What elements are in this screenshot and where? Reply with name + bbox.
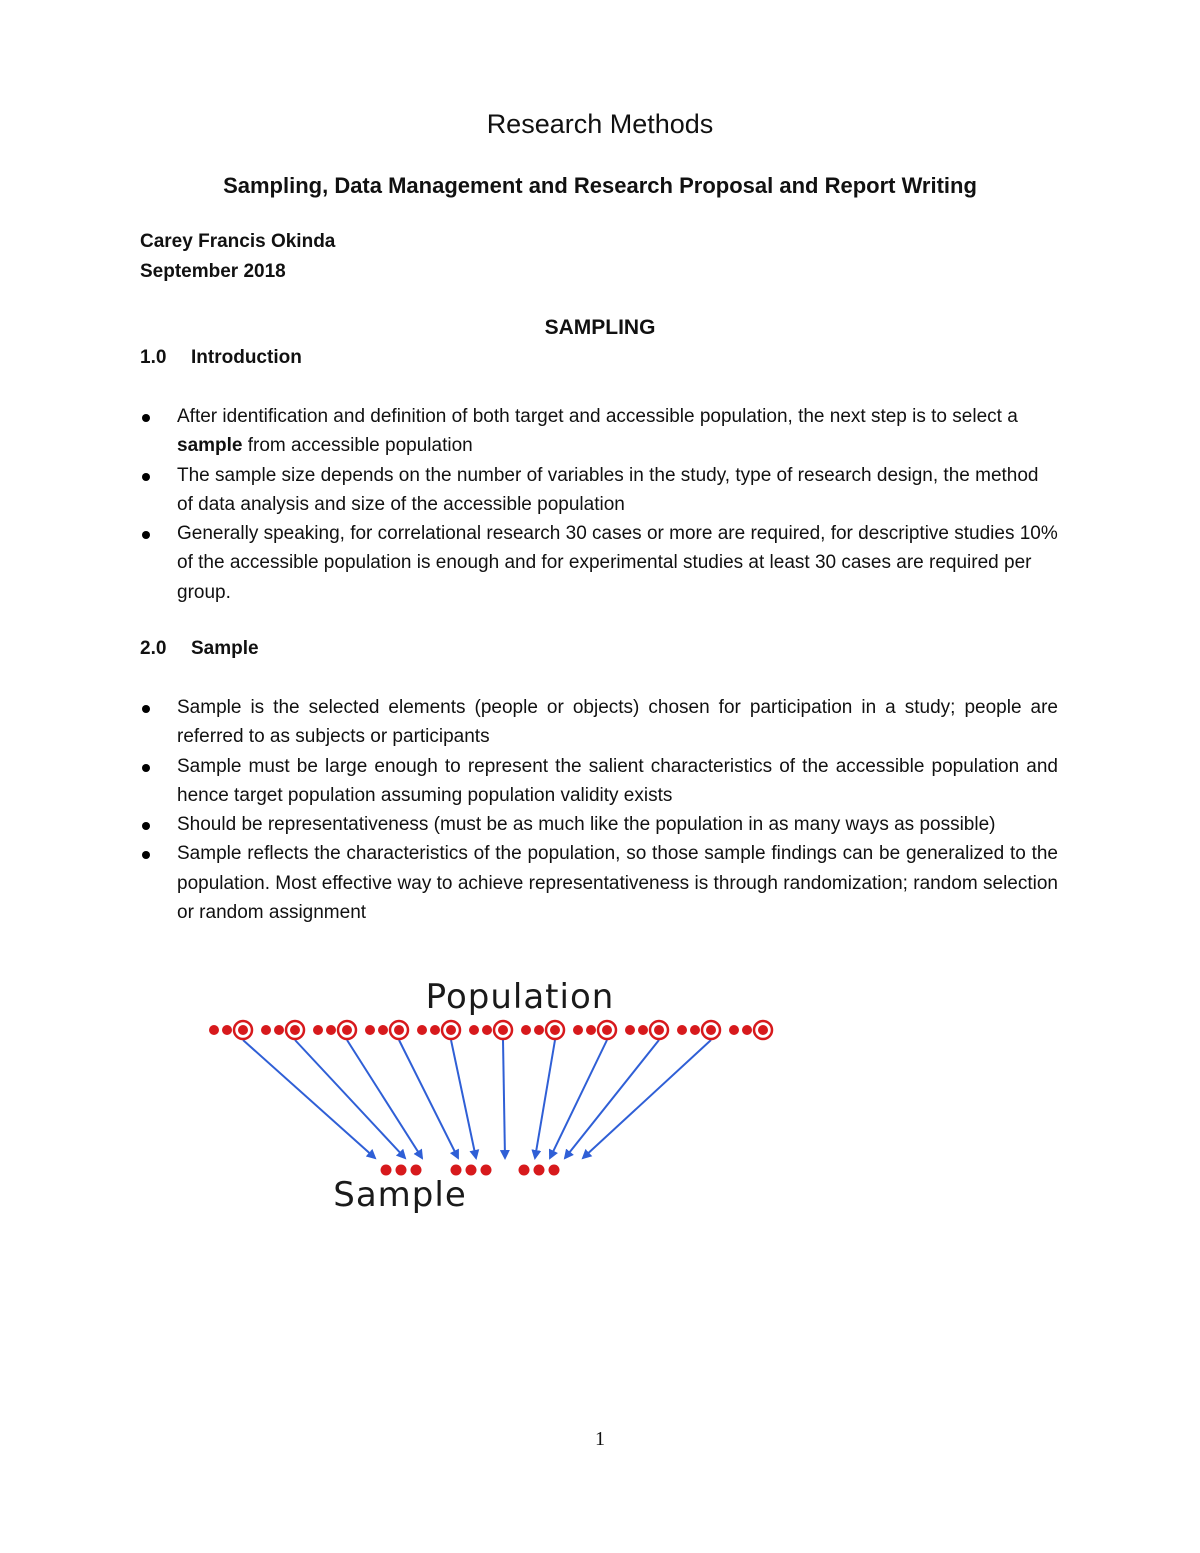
sample-dot [519, 1165, 530, 1176]
population-dot [261, 1025, 271, 1035]
bullet-icon [142, 473, 150, 481]
selected-population-dot-core [290, 1025, 300, 1035]
heading-text: Introduction [191, 347, 302, 368]
document-subtitle: Sampling, Data Management and Research Proposal and Report Writing [223, 173, 977, 198]
population-dot [222, 1025, 232, 1035]
sample-dot [481, 1165, 492, 1176]
heading-number: 1.0 [140, 347, 167, 368]
list-item-text: Sample must be large enough to represent the salient characteristics of the accessible population and hence target population assuming population validity exists [177, 755, 1058, 806]
bullet-icon [142, 531, 150, 539]
population-dot [274, 1025, 284, 1035]
selection-arrow [347, 1040, 422, 1158]
sample-dot [466, 1165, 477, 1176]
selection-arrow [583, 1040, 711, 1158]
population-dot [417, 1025, 427, 1035]
population-dot [625, 1025, 635, 1035]
selection-arrow [243, 1040, 375, 1158]
selected-population-dot-core [706, 1025, 716, 1035]
sample-dot [381, 1165, 392, 1176]
selected-population-dot-core [550, 1025, 560, 1035]
population-dot [690, 1025, 700, 1035]
sample-dot [549, 1165, 560, 1176]
list-item-bold-term: sample [177, 435, 243, 457]
list-item [140, 519, 1058, 607]
sample-dot [451, 1165, 462, 1176]
list-item-text: Generally speaking, for correlational research 30 cases or more are required, for descriptive studies 10% of the accessible population is enough and for experimental studies at least 30 cases are required per group. [177, 523, 1058, 603]
list-item [140, 402, 1058, 461]
population-dot [677, 1025, 687, 1035]
population-dot [469, 1025, 479, 1035]
sample-list [140, 693, 1058, 927]
population-dot [313, 1025, 323, 1035]
selection-arrow [535, 1040, 555, 1158]
bullet-icon [142, 764, 150, 772]
list-item [140, 693, 1058, 752]
list-item-text: After identification and definition of both target and accessible population, the next step is to select a [177, 406, 1018, 427]
selection-arrow [451, 1040, 476, 1158]
list-item-text: Sample is the selected elements (people or objects) chosen for participation in a study; people are referred to as subjects or participants [177, 697, 1058, 748]
document-date: September 2018 [140, 261, 286, 282]
population-dot [573, 1025, 583, 1035]
section-title: SAMPLING [544, 316, 656, 339]
population-dot [742, 1025, 752, 1035]
population-dot [586, 1025, 596, 1035]
population-label: Population [425, 977, 615, 1017]
population-dot [482, 1025, 492, 1035]
selected-population-dot-core [342, 1025, 352, 1035]
list-item [140, 839, 1058, 927]
population-sample-figure [200, 975, 820, 1255]
author-name: Carey Francis Okinda [140, 231, 336, 252]
population-dot [209, 1025, 219, 1035]
population-dot [430, 1025, 440, 1035]
population-dot [521, 1025, 531, 1035]
page-number: 1 [595, 1428, 605, 1450]
bullet-icon [142, 851, 150, 859]
heading-number: 2.0 [140, 638, 167, 659]
population-dot [534, 1025, 544, 1035]
list-item [140, 752, 1058, 811]
heading-text: Sample [191, 638, 259, 659]
population-dot [378, 1025, 388, 1035]
selected-population-dot-core [654, 1025, 664, 1035]
selected-population-dot-core [446, 1025, 456, 1035]
heading-introduction [140, 344, 302, 372]
selected-population-dot-core [602, 1025, 612, 1035]
sample-dot [534, 1165, 545, 1176]
bullet-icon [142, 705, 150, 713]
list-item-text: The sample size depends on the number of variables in the study, type of research design, the method of data analysis and size of the accessible population [177, 464, 1039, 515]
document-title: Research Methods [486, 109, 714, 139]
population-dot [326, 1025, 336, 1035]
selected-population-dot-core [758, 1025, 768, 1035]
sample-dot [396, 1165, 407, 1176]
sample-label: Sample [333, 1175, 467, 1215]
selected-population-dot-core [394, 1025, 404, 1035]
list-item [140, 461, 1058, 520]
bullet-icon [142, 414, 150, 422]
selected-population-dot-core [238, 1025, 248, 1035]
bullet-icon [142, 822, 150, 830]
selection-arrow [503, 1040, 505, 1158]
list-item-text: Should be representativeness (must be as much like the population in as many ways as possible) [177, 814, 996, 836]
sample-dot [411, 1165, 422, 1176]
introduction-list [140, 402, 1058, 607]
list-item [140, 810, 1058, 839]
population-dot [638, 1025, 648, 1035]
selection-arrow [399, 1040, 458, 1158]
population-dot [729, 1025, 739, 1035]
list-item-text-end: from accessible population [242, 435, 473, 457]
population-dot [365, 1025, 375, 1035]
list-item-text: Sample reflects the characteristics of the population, so those sample findings can be generalized to the population. Most effective way to achieve representativeness is through randomization; random selection or random assignment [177, 843, 1058, 924]
selected-population-dot-core [498, 1025, 508, 1035]
heading-sample [140, 635, 259, 663]
selection-arrow [295, 1040, 405, 1158]
